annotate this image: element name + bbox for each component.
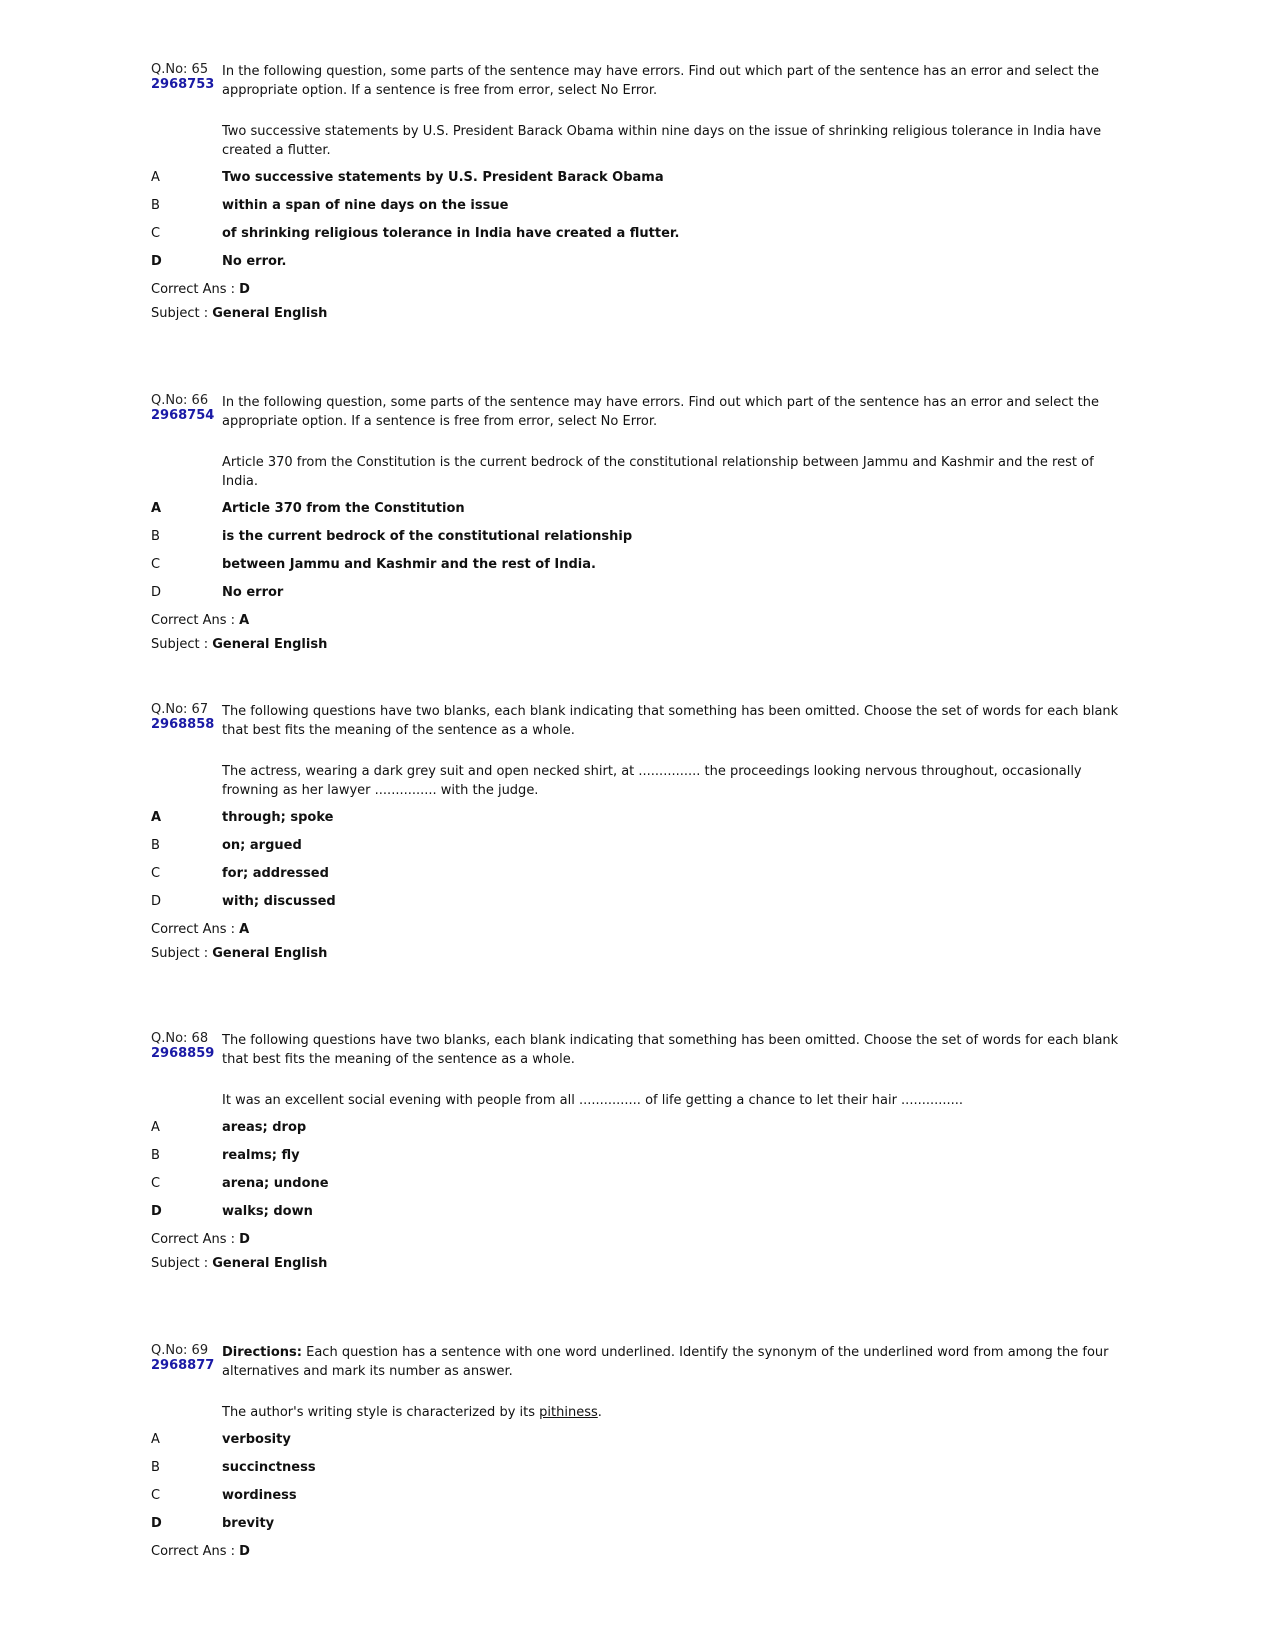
question-number-block	[151, 702, 217, 732]
question-instruction	[222, 1343, 1122, 1381]
question-stem: Article 370 from the Constitution is the current bedrock of the constitutional relationship between Jammu and Kashmir and the rest of India.	[222, 455, 1094, 489]
stem-text-before: The author's writing style is characterized by its	[222, 1405, 540, 1420]
correct-answer-value: D	[239, 1232, 250, 1247]
option-a[interactable]	[151, 1430, 1121, 1458]
option-text: verbosity	[222, 1432, 291, 1447]
question-stem	[222, 1403, 1122, 1422]
subject-label: Subject :	[151, 1256, 213, 1271]
option-text: through; spoke	[222, 810, 334, 825]
correct-answer-value: A	[239, 922, 250, 937]
question-instruction: In the following question, some parts of the sentence may have errors. Find out which part of the sentence has an error and select the appropriate option. If a sentence is free from error, select No Error.	[222, 64, 1099, 98]
question-number: Q.No: 66	[151, 393, 209, 408]
option-list	[151, 499, 1121, 611]
option-letter: B	[151, 1460, 160, 1475]
option-text: walks; down	[222, 1204, 313, 1219]
correct-answer-label: Correct Ans :	[151, 613, 240, 628]
question-instruction: The following questions have two blanks, each blank indicating that something has been omitted. Choose the set of words for each blank that best fits the meaning of the sentence as a whole.	[222, 704, 1119, 738]
correct-answer-label: Correct Ans :	[151, 1544, 240, 1559]
option-letter: D	[151, 1204, 162, 1219]
option-a[interactable]	[151, 168, 1121, 196]
option-text: areas; drop	[222, 1120, 307, 1135]
question-id-link[interactable]: 2968859	[151, 1046, 215, 1061]
option-text: is the current bedrock of the constitutional relationship	[222, 529, 633, 544]
question-id-link[interactable]: 2968754	[151, 408, 215, 423]
option-text: wordiness	[222, 1488, 297, 1503]
correct-answer-value: A	[239, 613, 250, 628]
option-letter: D	[151, 254, 162, 269]
subject-value: General English	[212, 1256, 328, 1271]
correct-answer-value: D	[239, 1544, 250, 1559]
option-letter: A	[151, 501, 162, 516]
option-letter: A	[151, 170, 160, 185]
subject-value: General English	[212, 637, 328, 652]
option-list	[151, 808, 1121, 920]
option-letter: D	[151, 585, 162, 600]
option-text: between Jammu and Kashmir and the rest of India.	[222, 557, 596, 572]
question-block	[151, 393, 1121, 659]
subject	[151, 635, 1121, 659]
question-id-link[interactable]: 2968858	[151, 717, 215, 732]
option-text: realms; fly	[222, 1148, 300, 1163]
correct-answer-label: Correct Ans :	[151, 282, 240, 297]
option-d[interactable]	[151, 1202, 1121, 1230]
question-id-link[interactable]: 2968877	[151, 1358, 215, 1373]
question-instruction: The following questions have two blanks, each blank indicating that something has been omitted. Choose the set of words for each blank that best fits the meaning of the sentence as a whole.	[222, 1033, 1119, 1067]
question-instruction: In the following question, some parts of the sentence may have errors. Find out which part of the sentence has an error and select the appropriate option. If a sentence is free from error, select No Error.	[222, 395, 1099, 429]
option-text: brevity	[222, 1516, 275, 1531]
option-c[interactable]	[151, 1174, 1121, 1202]
option-text: with; discussed	[222, 894, 336, 909]
question-block	[151, 1343, 1121, 1566]
option-text: No error	[222, 585, 284, 600]
option-letter: B	[151, 1148, 160, 1163]
subject-label: Subject :	[151, 306, 213, 321]
option-letter: C	[151, 1488, 161, 1503]
correct-answer	[151, 1542, 1121, 1566]
option-b[interactable]	[151, 196, 1121, 224]
option-letter: D	[151, 894, 162, 909]
option-text: No error.	[222, 254, 287, 269]
subject	[151, 304, 1121, 328]
option-d[interactable]	[151, 252, 1121, 280]
option-letter: A	[151, 1120, 160, 1135]
subject	[151, 1254, 1121, 1278]
option-letter: C	[151, 557, 161, 572]
question-block	[151, 1031, 1121, 1278]
option-letter: C	[151, 1176, 161, 1191]
underlined-word: pithiness	[539, 1405, 598, 1420]
question-number-block	[151, 1343, 217, 1373]
option-text: Two successive statements by U.S. President Barack Obama	[222, 170, 664, 185]
option-c[interactable]	[151, 864, 1121, 892]
question-id-link[interactable]: 2968753	[151, 77, 215, 92]
option-c[interactable]	[151, 1486, 1121, 1514]
correct-answer	[151, 611, 1121, 635]
option-letter: A	[151, 810, 162, 825]
option-b[interactable]	[151, 1146, 1121, 1174]
option-list	[151, 1430, 1121, 1542]
option-c[interactable]	[151, 224, 1121, 252]
question-block	[151, 62, 1121, 328]
option-text: succinctness	[222, 1460, 316, 1475]
option-d[interactable]	[151, 892, 1121, 920]
question-stem: Two successive statements by U.S. President Barack Obama within nine days on the issue of shrinking religious tolerance in India have created a flutter.	[222, 124, 1102, 158]
option-text: within a span of nine days on the issue	[222, 198, 509, 213]
question-header	[151, 62, 1121, 100]
correct-answer	[151, 1230, 1121, 1254]
option-d[interactable]	[151, 1514, 1121, 1542]
subject-label: Subject :	[151, 637, 213, 652]
question-number: Q.No: 67	[151, 702, 209, 717]
option-b[interactable]	[151, 527, 1121, 555]
option-d[interactable]	[151, 583, 1121, 611]
option-list	[151, 1118, 1121, 1230]
option-a[interactable]	[151, 1118, 1121, 1146]
option-letter: A	[151, 1432, 160, 1447]
subject-label: Subject :	[151, 946, 213, 961]
option-letter: C	[151, 866, 161, 881]
option-b[interactable]	[151, 1458, 1121, 1486]
option-a[interactable]	[151, 499, 1121, 527]
correct-answer-label: Correct Ans :	[151, 1232, 240, 1247]
question-header	[151, 1343, 1121, 1381]
question-block	[151, 702, 1121, 968]
question-number: Q.No: 69	[151, 1343, 209, 1358]
option-letter: D	[151, 1516, 162, 1531]
stem-text-after: .	[597, 1405, 602, 1420]
correct-answer	[151, 280, 1121, 304]
question-number: Q.No: 65	[151, 62, 209, 77]
option-b[interactable]	[151, 836, 1121, 864]
directions-text: Each question has a sentence with one word underlined. Identify the synonym of the underlined word from among the four alternatives and mark its number as answer.	[222, 1345, 1109, 1379]
option-letter: B	[151, 198, 160, 213]
subject-value: General English	[212, 306, 328, 321]
option-letter: B	[151, 838, 160, 853]
option-text: of shrinking religious tolerance in India have created a flutter.	[222, 226, 680, 241]
question-number: Q.No: 68	[151, 1031, 209, 1046]
question-stem: It was an excellent social evening with people from all ............... of life getting a chance to let their hair ...............	[222, 1093, 964, 1108]
option-c[interactable]	[151, 555, 1121, 583]
question-header	[151, 702, 1121, 740]
option-text: Article 370 from the Constitution	[222, 501, 465, 516]
question-number-block	[151, 393, 217, 423]
correct-answer-value: D	[239, 282, 250, 297]
correct-answer	[151, 920, 1121, 944]
subject-value: General English	[212, 946, 328, 961]
question-header	[151, 393, 1121, 431]
option-list	[151, 168, 1121, 280]
question-number-block	[151, 62, 217, 92]
option-text: on; argued	[222, 838, 302, 853]
option-a[interactable]	[151, 808, 1121, 836]
option-text: for; addressed	[222, 866, 329, 881]
option-letter: B	[151, 529, 160, 544]
question-header	[151, 1031, 1121, 1069]
subject	[151, 944, 1121, 968]
option-text: arena; undone	[222, 1176, 329, 1191]
directions-label: Directions:	[222, 1345, 302, 1360]
option-letter: C	[151, 226, 161, 241]
correct-answer-label: Correct Ans :	[151, 922, 240, 937]
question-stem: The actress, wearing a dark grey suit and open necked shirt, at ............... the proceedings looking nervous throughout, occasionally frowning as her lawyer ............... with the judge.	[222, 764, 1082, 798]
question-number-block	[151, 1031, 217, 1061]
